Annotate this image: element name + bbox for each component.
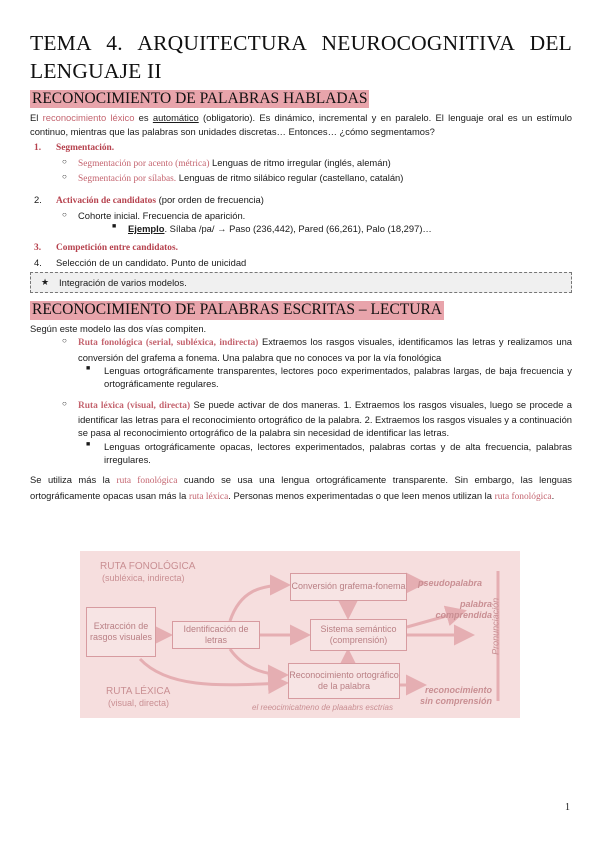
output-pseudoword: pseudopalabra	[418, 578, 483, 588]
reading-routes-diagram	[80, 551, 520, 718]
list-item: ○ Segmentación por acento (métrica) Lenguas de ritmo irregular (inglés, alemán)	[62, 156, 391, 169]
output-recognition-without-comprehension: reconocimiento sin comprensión	[419, 685, 492, 706]
pronunciation-label: Pronunciación	[490, 597, 501, 655]
list-item: 1. Segmentación.	[34, 143, 115, 154]
page-title: TEMA 4. ARQUITECTURA NEUROCOGNITIVA DEL LENGUAJE II	[30, 31, 572, 83]
note-box: ★ Integración de varios modelos.	[30, 272, 572, 293]
list-item: 2. Activación de candidatos (por orden de frecuencia)	[34, 194, 264, 207]
section-heading-written: RECONOCIMIENTO DE PALABRAS ESCRITAS – LECTURA	[32, 301, 442, 319]
star-icon: ★	[41, 276, 50, 287]
page-number: 1	[565, 802, 570, 813]
list-item: ■ Lenguas ortográficamente opacas, lectores experimentados, palabras cortas y de alta frecuencia, palabras irregulares.	[86, 440, 572, 465]
list-item: ○ Ruta fonológica (serial, subléxica, indirecta) Extraemos los rasgos visuales, identificamos las letras y realizamos una conversión del grafema a fonema. Una palabra que no conoces va por la vía fonológica	[62, 336, 572, 363]
list-item: ○ Segmentación por sílabas. Lenguas de ritmo silábico regular (castellano, catalán)	[62, 171, 404, 184]
written-conclusion: Se utiliza más la ruta fonológica cuando se usa una lengua ortográficamente transparente. Sin embargo, las lenguas ortográficamente opacas usan más la ruta léxica. Personas menos experimentadas o que leen menos utilizan la ruta fonológica.	[30, 474, 572, 502]
box-orthographic-recognition: Reconocimiento ortográfico de la palabra	[288, 663, 400, 699]
phonological-route-sublabel: (subléxica, indirecta)	[102, 573, 185, 583]
lexical-route-label: RUTA LÉXICA	[106, 686, 171, 697]
diagram-caption: el reeocimicatneno de plaaabrs esctrias	[252, 703, 393, 712]
section-heading-spoken: RECONOCIMIENTO DE PALABRAS HABLADAS	[32, 89, 368, 107]
list-item: ■ Lenguas ortográficamente transparentes, lectores poco experimentados, palabras largas, de baja frecuencia y ortográficamente regulares.	[86, 364, 572, 390]
box-visual-extraction: Extracción de rasgos visuales	[86, 607, 156, 657]
box-semantic-system: Sistema semántico (comprensión)	[310, 619, 407, 651]
spoken-intro: El reconocimiento léxico es automático (obligatorio). Es dinámico, incremental y en paralelo. El lenguaje oral es un estímulo continuo, mientras que las palabras son unidades discretas… Entonces… ¿cómo segmentamos?	[30, 112, 572, 137]
lexical-route-sublabel: (visual, directa)	[108, 698, 170, 708]
list-item: 4. Selección de un candidato. Punto de unicidad	[34, 256, 247, 268]
phonological-route-label: RUTA FONOLÓGICA	[100, 561, 196, 572]
list-item: ○ Ruta léxica (visual, directa) Se puede activar de dos maneras. 1. Extraemos los rasgos visuales, luego se procede a identificar las letras para el reconocimiento ortográfico de la palabra. 2. Extraemos los rasgos visuales y a continuación se pasa al reconocimiento ortográfico de la palabra sin necesidad de identificar las letras.	[62, 398, 573, 439]
list-item: ○ Cohorte inicial. Frecuencia de aparición.	[62, 209, 246, 221]
box-letter-identification: Identificación de letras	[172, 621, 260, 649]
spoken-steps-list	[30, 142, 572, 269]
list-item: 3. Competición entre candidatos.	[34, 243, 178, 254]
output-understood-word: palabra comprendida	[435, 599, 492, 620]
list-item: ■ Ejemplo. Sílaba /pa/ → Paso (236,442), Pared (66,261), Palo (18,297)…	[112, 222, 432, 234]
document-page	[30, 30, 572, 504]
written-intro: Según este modelo las dos vías compiten.	[30, 322, 207, 334]
box-grapheme-phoneme: Conversión grafema-fonema	[290, 573, 407, 601]
